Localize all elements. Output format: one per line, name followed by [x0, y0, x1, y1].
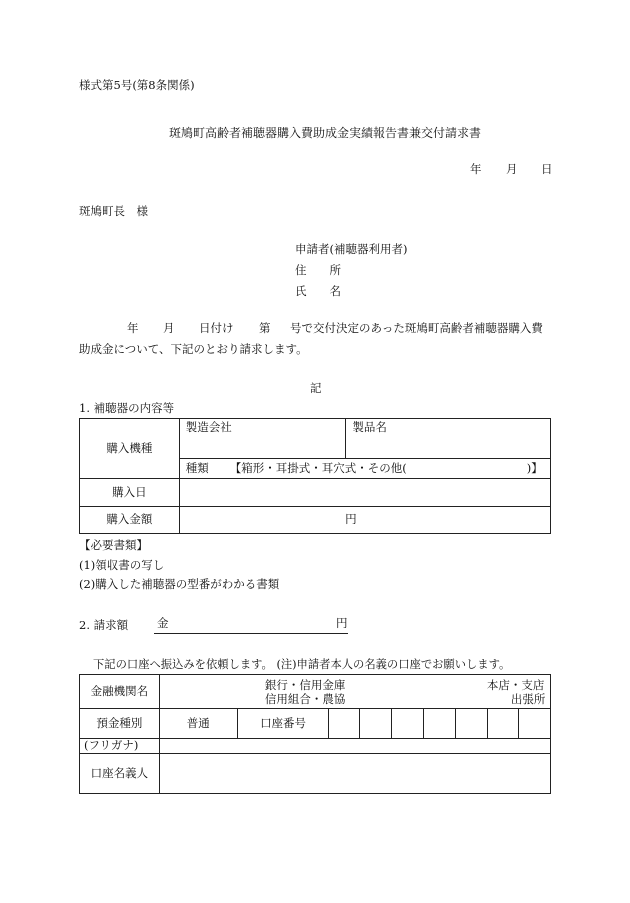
claim-yen: 円 [336, 616, 348, 630]
account-digit-cell[interactable] [456, 709, 488, 739]
purchase-model-label: 購入機種 [106, 440, 153, 455]
document-title: 斑鳩町高齢者補聴器購入費助成金実績報告書兼交付請求書 [169, 126, 482, 140]
transfer-note: 下記の口座へ振込みを依頼します。 (注)申請者本人の名義の口座でお願いします。 [93, 658, 511, 671]
product-label: 製品名 [352, 420, 387, 434]
maker-cell[interactable] [179, 419, 346, 459]
institution-label: 金融機関名 [90, 683, 149, 698]
institution-cell[interactable] [159, 675, 550, 709]
claim-amount-line[interactable] [154, 633, 348, 634]
addressee: 斑鳩町長 様 [79, 204, 148, 218]
furigana-cell[interactable] [159, 739, 550, 754]
body-line2: 助成金について、下記のとおり請求します。 [79, 342, 308, 356]
bank-types-1: 銀行・信用金庫 [264, 678, 346, 692]
ki-heading: 記 [310, 381, 322, 395]
account-digit-cell[interactable] [329, 709, 360, 739]
date-day-label: 日 [541, 162, 553, 176]
type-label: 種類 [185, 460, 209, 475]
form-number: 様式第5号(第8条関係) [79, 78, 195, 92]
account-number-label-cell [237, 709, 329, 739]
type-cell[interactable] [179, 459, 550, 479]
purchase-amount-label: 購入金額 [106, 512, 153, 527]
furigana-label-cell [80, 739, 160, 754]
body-month: 月 [163, 321, 175, 335]
holder-label-cell [80, 754, 160, 794]
maker-label: 製造会社 [185, 420, 232, 434]
holder-cell[interactable] [159, 754, 550, 794]
applicant-name-label: 氏 名 [295, 284, 341, 298]
furigana-label: (フリガナ) [84, 738, 139, 753]
type-options: 【箱形・耳掛式・耳穴式・その他( [229, 461, 407, 475]
institution-label-cell [80, 675, 160, 709]
type-close: )】 [526, 461, 543, 475]
product-cell[interactable] [346, 419, 551, 459]
purchase-amount-label-cell [80, 507, 180, 534]
purchase-model-label-cell [80, 419, 180, 479]
account-digit-cell[interactable] [360, 709, 392, 739]
deposit-type-label: 預金種別 [96, 715, 143, 730]
account-number-label: 口座番号 [260, 715, 307, 730]
required-doc-item: (1)領収書の写し [79, 558, 165, 572]
body-year: 年 [127, 321, 139, 335]
section1-title: 1. 補聴器の内容等 [79, 401, 175, 415]
holder-label: 口座名義人 [90, 765, 149, 780]
account-digit-cell[interactable] [392, 709, 424, 739]
bank-types-2: 信用組合・農協 [264, 692, 346, 706]
date-month-label: 月 [506, 162, 518, 176]
deposit-type-cell[interactable] [159, 709, 237, 739]
applicant-address-label: 住 所 [295, 263, 341, 277]
deposit-type-label-cell [80, 709, 160, 739]
body-line1-rest: 号で交付決定のあった斑鳩町高齢者補聴器購入費 [290, 321, 543, 335]
branch-1: 本店・支店 [486, 678, 545, 692]
deposit-type-value: 普通 [186, 715, 210, 730]
date-year-label: 年 [470, 162, 482, 176]
account-digit-cell[interactable] [519, 709, 551, 739]
hearing-aid-table [79, 418, 551, 534]
purchase-amount-yen: 円 [345, 512, 357, 527]
account-digit-cell[interactable] [424, 709, 456, 739]
applicant-heading: 申請者(補聴器利用者) [295, 242, 408, 256]
purchase-date-label: 購入日 [112, 484, 147, 499]
account-digit-cell[interactable] [488, 709, 519, 739]
section2-title: 2. 請求額 [79, 618, 129, 632]
bank-account-table [79, 674, 551, 794]
body-dated: 日付け [199, 321, 234, 335]
claim-kin: 金 [157, 616, 169, 630]
body-no: 第 [259, 321, 271, 335]
branch-2: 出張所 [510, 692, 546, 706]
purchase-date-cell[interactable] [179, 479, 550, 507]
purchase-date-label-cell [80, 479, 180, 507]
required-doc-item: (2)購入した補聴器の型番がわかる書類 [79, 577, 280, 591]
purchase-amount-cell[interactable] [179, 507, 550, 534]
required-docs-heading: 【必要書類】 [79, 538, 148, 552]
